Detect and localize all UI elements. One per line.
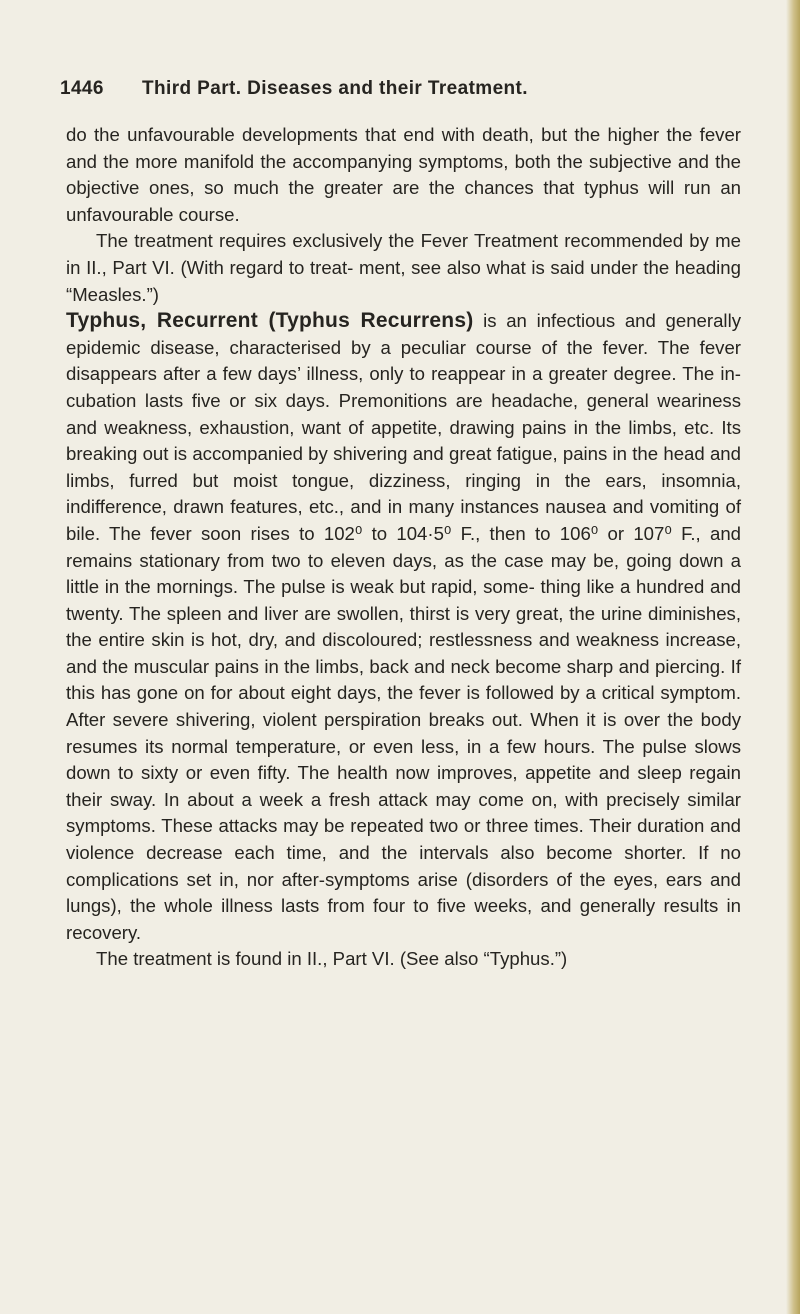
book-page <box>60 78 741 973</box>
paragraph-typhus-recurrent <box>66 308 741 946</box>
body-text <box>66 122 741 973</box>
paragraph-treatment-reference: The treatment is found in II., Part VI. (See also “Typhus.”) <box>96 948 568 970</box>
entry-heading: Typhus, Recurrent (Typhus Recurrens) <box>66 309 474 333</box>
paragraph-continuation: do the unfavourable developments that end with death, but the higher the fever and the more manifold the accompanying symptoms, both the subjective and the objective ones, so much the greater are the chances that typhus will run an unfavourable course. <box>66 124 741 225</box>
page-number: 1446 <box>60 78 104 99</box>
running-header <box>60 78 741 100</box>
entry-body: is an infectious and generally epidemic disease, characterised by a peculiar course of the fever. The fever disappears after a few days’ illness, only to reappear in a greater degree. The in- cubation lasts five or six days. Premonitions are headache, general weariness and weakness, exhaustion, want of appetite, drawing pains in the limbs, etc. Its breaking out is accompanied by shivering and great fatigue, pains in the head and limbs, furred but moist tongue, dizziness, ringing in the ears, insomnia, indifference, drawn features, etc., and in many instances nausea and vomiting of bile. The fever soon rises to 102⁰ to 104·5⁰ F., then to 106⁰ or 107⁰ F., and remains stationary from two to eleven days, as the case may be, going down a little in the mornings. The pulse is weak but rapid, some- thing like a hundred and twenty. The spleen and liver are swollen, thirst is very great, the urine diminishes, the entire skin is hot, dry, and discoloured; restlessness and weakness increase, and the muscular pains in the limbs, back and neck become sharp and piercing. If this has gone on for about eight days, the fever is followed by a critical symptom. After severe shivering, violent perspiration breaks out. When it is over the body resumes its normal temperature, or even less, in a few hours. The pulse slows down to sixty or even fifty. The health now improves, appetite and sleep regain their sway. In about a week a fresh attack may come on, with precisely similar symptoms. These attacks may be repeated two or three times. Their duration and violence decrease each time, and the intervals also become shorter. If no complications set in, nor after-symptoms arise (disorders of the eyes, ears and lungs), the whole illness lasts from four to five weeks, and generally results in recovery. <box>66 310 741 943</box>
running-title: Third Part. Diseases and their Treatment. <box>142 78 528 99</box>
paragraph-treatment: The treatment requires exclusively the Fever Treatment recommended by me in II., Part VI. (With regard to treat- ment, see also what is said under the heading “Measles.”) <box>66 230 741 305</box>
page-edge-shadow <box>786 0 800 1314</box>
